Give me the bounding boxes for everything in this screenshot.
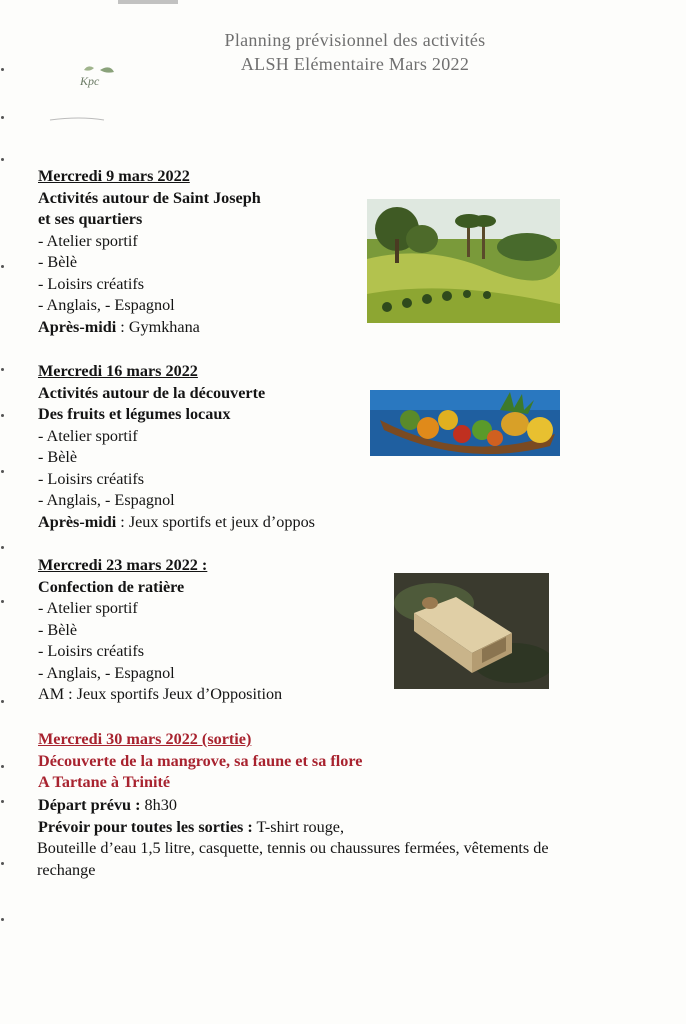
requirements-list: Bouteille d’eau 1,5 litre, casquette, tennis ou chaussures fermées, vêtements de: [37, 839, 549, 857]
requirements-line: [38, 817, 549, 839]
section-title-line: Confection de ratière: [38, 577, 185, 596]
activity-item: - Anglais, - Espagnol: [38, 296, 175, 314]
activity-item: - Anglais, - Espagnol: [38, 491, 175, 509]
activity-item: - Loisirs créatifs: [38, 469, 145, 488]
golf-park-photo: [367, 199, 560, 323]
page-header: [150, 28, 560, 76]
activity-item: - Atelier sportif: [38, 599, 138, 617]
kpc-logo: [48, 62, 128, 132]
afternoon-line: [38, 317, 261, 339]
logo-leaf-icon: [48, 62, 128, 132]
section-date: Mercredi 23 mars 2022 :: [38, 556, 208, 574]
section-title-line: Des fruits et légumes locaux: [38, 405, 231, 423]
activity-item: - Loisirs créatifs: [38, 274, 145, 293]
header-subtitle: ALSH Elémentaire Mars 2022: [240, 54, 470, 74]
outing-date: Mercredi 30 mars 2022 (sortie): [38, 730, 252, 748]
activity-section-3: [38, 555, 282, 706]
scan-top-mark: [118, 0, 178, 4]
activity-item: - Loisirs créatifs: [38, 642, 145, 660]
activity-item: - Bèlè: [38, 448, 78, 466]
activity-item: - Bèlè: [38, 620, 78, 639]
afternoon-label: Après-midi: [38, 317, 117, 336]
afternoon-label: Après-midi: [38, 512, 117, 531]
afternoon-value: : Jeux sportifs et jeux d’oppos: [116, 512, 315, 531]
rat-trap-photo: [394, 573, 549, 689]
scan-edge-marks: [0, 0, 6, 1024]
requirements-value: T-shirt rouge,: [252, 817, 345, 836]
requirements-label: Prévoir pour toutes les sorties :: [38, 817, 253, 836]
activity-item: - Atelier sportif: [38, 426, 138, 445]
section-date: Mercredi 16 mars 2022: [38, 362, 198, 380]
departure-line: [38, 795, 549, 817]
activity-item: - Atelier sportif: [38, 231, 138, 250]
outing-section: [38, 729, 362, 794]
departure-time: 8h30: [140, 796, 177, 814]
activity-item: - Bèlè: [38, 253, 78, 271]
section-title-line: et ses quartiers: [38, 210, 143, 228]
activity-item: - Anglais, - Espagnol: [38, 663, 175, 682]
activity-section-1: [38, 166, 261, 338]
section-title-line: Activités autour de Saint Joseph: [38, 188, 261, 207]
outing-location: A Tartane à Trinité: [38, 773, 171, 791]
activity-item: AM : Jeux sportifs Jeux d’Opposition: [38, 685, 283, 703]
header-title: Planning prévisionnel des activités: [224, 30, 486, 50]
outing-title: Découverte de la mangrove, sa faune et sa flore: [38, 751, 363, 770]
outing-details: [38, 795, 549, 881]
fruit-basket-photo: [370, 390, 560, 456]
departure-label: Départ prévu :: [38, 796, 141, 814]
afternoon-line: [38, 512, 315, 534]
requirements-list-end: rechange: [37, 860, 96, 879]
section-date: Mercredi 9 mars 2022: [38, 167, 190, 185]
afternoon-value: : Gymkhana: [116, 317, 200, 336]
section-title-line: Activités autour de la découverte: [38, 383, 266, 402]
activity-section-2: [38, 361, 315, 533]
logo-text: Kpc: [80, 74, 100, 88]
